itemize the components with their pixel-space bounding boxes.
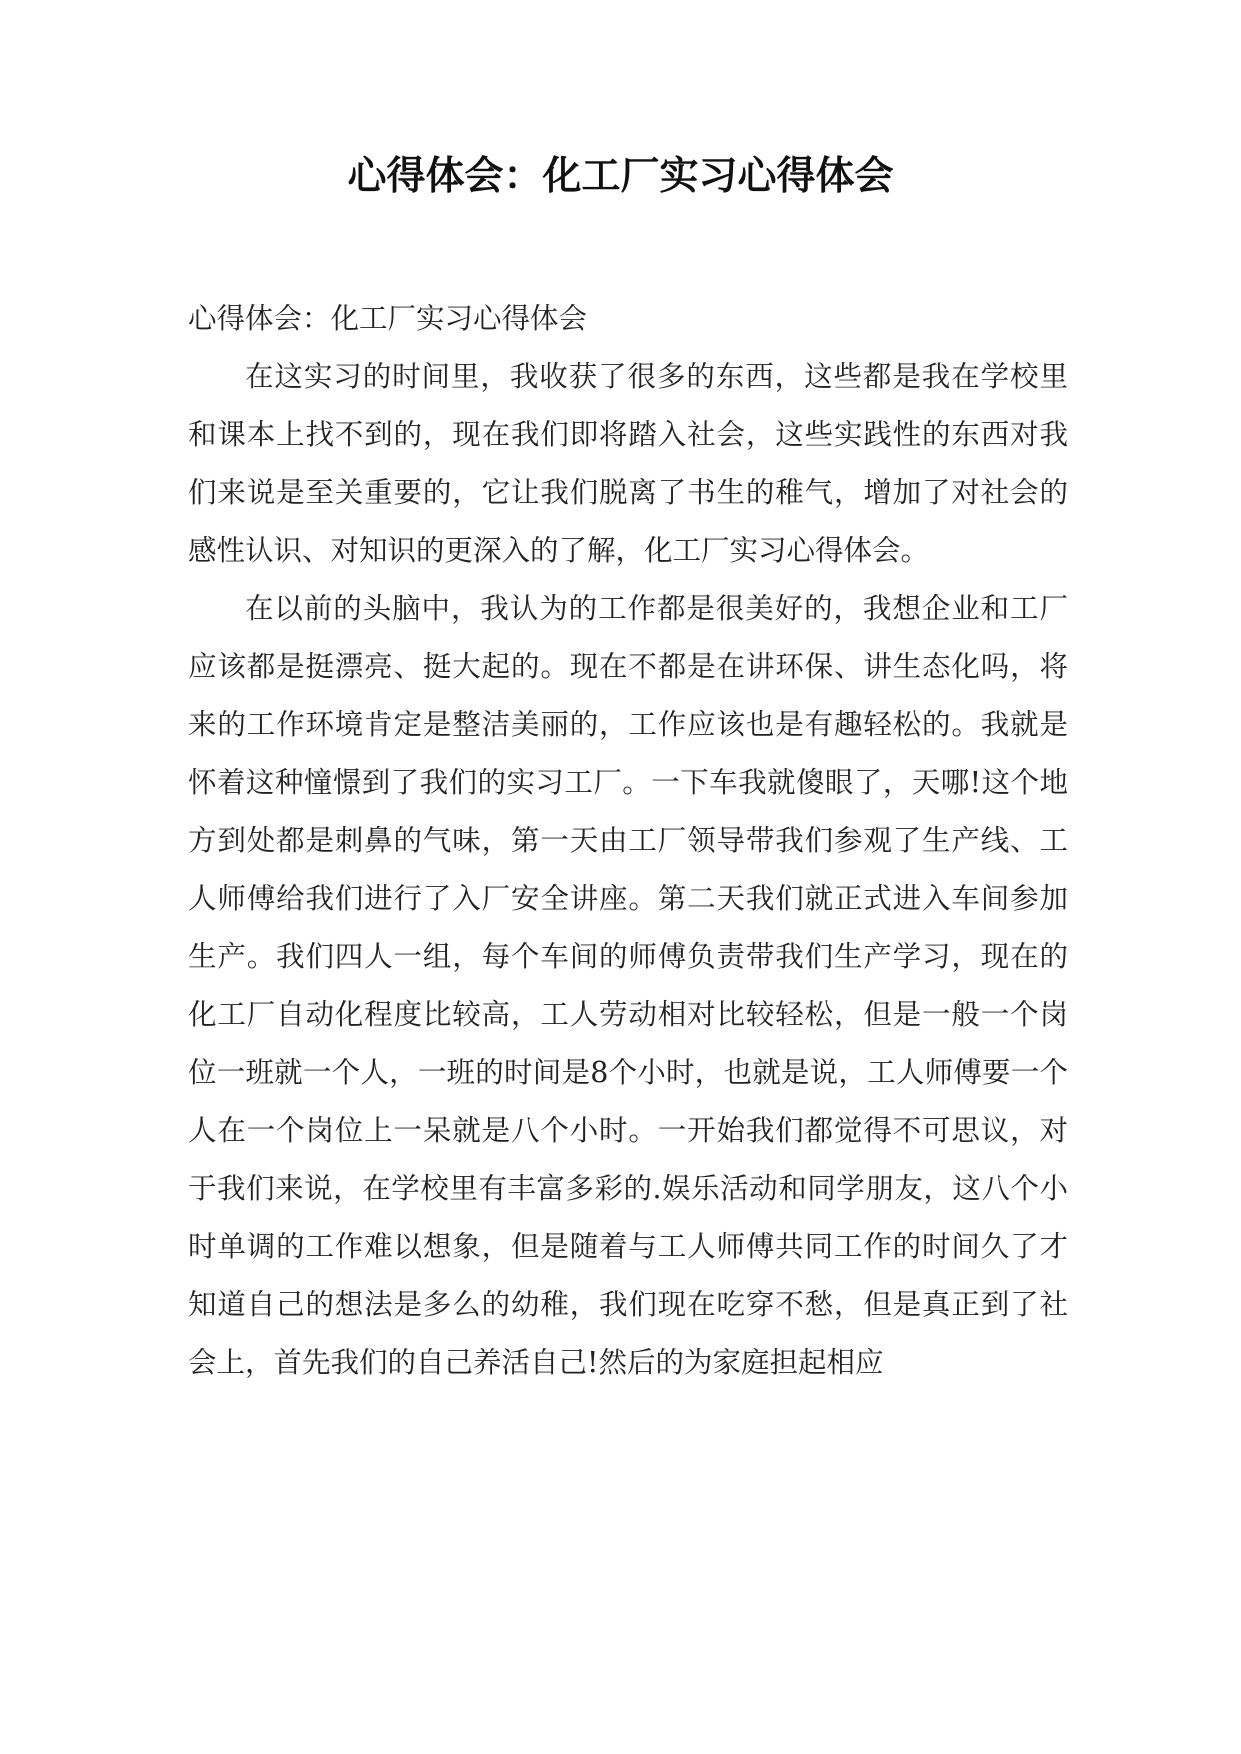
paragraph-1: 在这实习的时间里，我收获了很多的东西，这些都是我在学校里和课本上找不到的，现在我们即将踏入社会，这些实践性的东西对我们来说是至关重要的，它让我们脱离了书生的稚气，增加了对社会的感性认识、对知识的更深入的了解，化工厂实习心得体会。	[188, 360, 1068, 567]
document-body	[188, 290, 1068, 1392]
paragraph-2: 在以前的头脑中，我认为的工作都是很美好的，我想企业和工厂应该都是挺漂亮、挺大起的。现在不都是在讲环保、讲生态化吗，将来的工作环境肯定是整洁美丽的，工作应该也是有趣轻松的。我就是怀着这种憧憬到了我们的实习工厂。一下车我就傻眼了，天哪!这个地方到处都是刺鼻的气味，第一天由工厂领导带我们参观了生产线、工人师傅给我们进行了入厂安全讲座。第二天我们就正式进入车间参加生产。我们四人一组，每个车间的师傅负责带我们生产学习，现在的化工厂自动化程度比较高，工人劳动相对比较轻松，但是一般一个岗位一班就一个人，一班的时间是8个小时，也就是说，工人师傅要一个人在一个岗位上一呆就是八个小时。一开始我们都觉得不可思议，对于我们来说，在学校里有丰富多彩的.娱乐活动和同学朋友，这八个小时单调的工作难以想象，但是随着与工人师傅共同工作的时间久了才知道自己的想法是多么的幼稚，我们现在吃穿不愁，但是真正到了社会上，首先我们的自己养活自己!然后的为家庭担起相应	[188, 592, 1068, 1379]
document-subtitle: 心得体会：化工厂实习心得体会	[188, 302, 588, 335]
document-title: 心得体会：化工厂实习心得体会	[347, 153, 894, 199]
